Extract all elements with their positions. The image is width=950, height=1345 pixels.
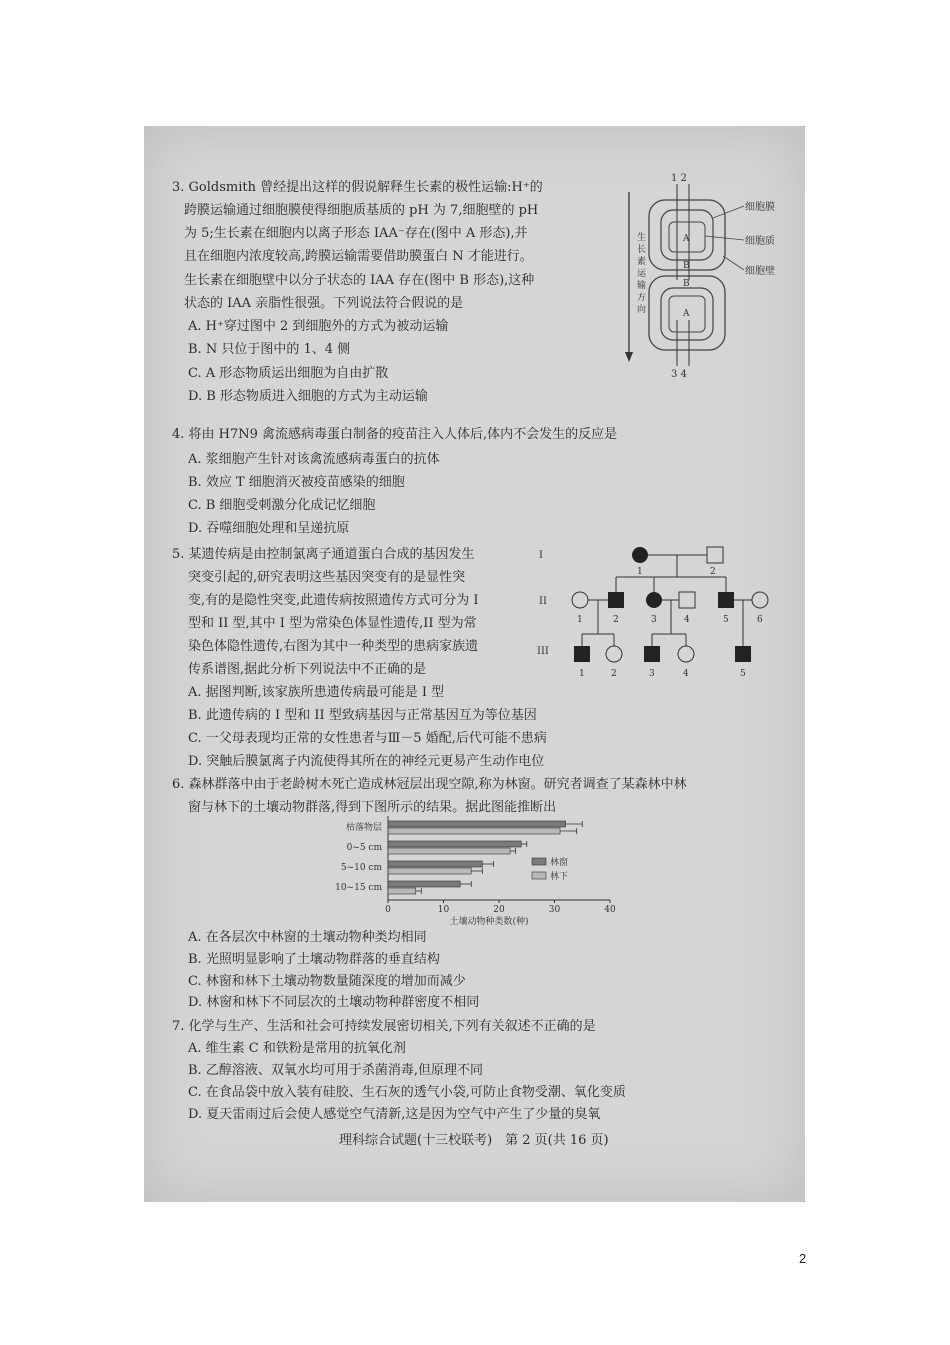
- svg-text:3: 3: [649, 669, 655, 679]
- bottom-numbers: 3 4: [671, 369, 687, 380]
- q5-line: 突变引起的,研究表明这些基因突变有的是显性突: [188, 570, 466, 585]
- q5-line: 染色体隐性遗传,右图为其中一种类型的患病家族遗: [188, 639, 479, 654]
- q4-option-a: A. 浆细胞产生针对该禽流感病毒蛋白的抗体: [188, 452, 440, 467]
- category-label: 0~5 cm: [346, 843, 382, 853]
- gen3-male-affected: [735, 646, 751, 662]
- x-axis-title: 土壤动物种类数(种): [449, 917, 529, 927]
- q6-line: 6. 森林群落中由于老龄树木死亡造成林冠层出现空隙,称为林窗。研究者调查了某森林中林: [172, 777, 687, 792]
- x-tick-label: 40: [604, 905, 616, 915]
- q5-option-a: A. 据图判断,该家族所患遗传病最可能是 I 型: [188, 685, 445, 700]
- arrow-char: 运: [637, 269, 647, 279]
- q6-option-a: A. 在各层次中林窗的土壤动物种类均相同: [188, 930, 427, 945]
- bar-林窗: [388, 881, 460, 887]
- category-label: 枯落物层: [345, 823, 382, 833]
- q6-option-c: C. 林窗和林下土壤动物数量随深度的增加而减少: [188, 974, 466, 989]
- q3-option-d: D. B 形态物质进入细胞的方式为主动运输: [188, 389, 428, 404]
- arrow-char: 方: [637, 293, 647, 303]
- q4-stem: 4. 将由 H7N9 禽流感病毒蛋白制备的疫苗注入人体后,体内不会发生的反应是: [172, 427, 618, 442]
- q5-option-b: B. 此遗传病的 I 型和 II 型致病基因与正常基因互为等位基因: [188, 708, 537, 723]
- legend-swatch-林下: [532, 872, 546, 879]
- bar-林下: [388, 868, 471, 874]
- q4-option-c: C. B 细胞受刺激分化成记忆细胞: [188, 498, 376, 513]
- category-label: 10~15 cm: [335, 883, 382, 893]
- q3-line: 状态的 IAA 亲脂性很强。下列说法符合假说的是: [184, 296, 464, 311]
- legend-label: 林窗: [550, 858, 569, 868]
- svg-text:3: 3: [651, 615, 657, 625]
- q3-option-a: A. H⁺穿过图中 2 到细胞外的方式为被动运输: [188, 319, 449, 334]
- gen2-male-affected: [608, 592, 624, 608]
- bar-林下: [388, 888, 416, 894]
- q5-line: 传系谱图,据此分析下列说法中不正确的是: [188, 662, 427, 677]
- q5-option-c: C. 一父母表现均正常的女性患者与Ⅲ－5 婚配,后代可能不患病: [188, 731, 547, 746]
- bar-林下: [388, 828, 560, 834]
- top-numbers: 1 2: [671, 173, 687, 184]
- x-tick-label: 0: [385, 905, 391, 915]
- q3-line: 且在细胞内浓度较高,跨膜运输需要借助膜蛋白 N 才能进行。: [184, 249, 533, 264]
- page-number: 2: [799, 1251, 807, 1266]
- label-B: B: [683, 261, 690, 271]
- svg-text:2: 2: [613, 615, 619, 625]
- svg-text:B: B: [683, 279, 690, 289]
- q7-option-b: B. 乙醇溶液、双氧水均可用于杀菌消毒,但原理不同: [188, 1063, 483, 1078]
- q5-line: 变,有的是隐性突变,此遗传病按照遗传方式可分为 I: [188, 593, 479, 608]
- legend-swatch-林窗: [532, 858, 546, 865]
- gen3-male-affected: [644, 646, 660, 662]
- svg-text:A: A: [683, 309, 690, 319]
- q6-option-d: D. 林窗和林下不同层次的土壤动物种群密度不相同: [188, 995, 480, 1010]
- page-footer: 理科综合试题(十三校联考) 第 2 页(共 16 页): [339, 1133, 609, 1148]
- svg-text:2: 2: [710, 567, 716, 577]
- svg-text:1: 1: [577, 615, 583, 625]
- legend-label: 林下: [550, 872, 569, 882]
- gen1-male-normal: [707, 547, 723, 563]
- gen1-female-affected: [632, 547, 648, 563]
- gen3-female-normal: [678, 646, 694, 662]
- label-cytoplasm: 细胞质: [745, 236, 775, 247]
- label-wall: 细胞壁: [745, 266, 775, 277]
- gen3-female-normal: [606, 646, 622, 662]
- svg-text:5: 5: [740, 669, 746, 679]
- q3-line: 3. Goldsmith 曾经提出这样的假说解释生长素的极性运输:H⁺的: [172, 180, 543, 195]
- arrow-char: 输: [637, 281, 647, 291]
- q3-cell-diagram: [609, 170, 799, 380]
- svg-text:1: 1: [579, 669, 585, 679]
- bar-林窗: [388, 821, 566, 827]
- q5-line: 型和 II 型,其中 I 型为常染色体显性遗传,II 型为常: [188, 616, 477, 631]
- q3-line: 跨膜运输通过细胞膜使得细胞质基质的 pH 为 7,细胞壁的 pH: [184, 203, 539, 218]
- gen-label: I: [539, 550, 543, 561]
- q7-option-c: C. 在食品袋中放入装有硅胶、生石灰的透气小袋,可防止食物受潮、氧化变质: [188, 1085, 626, 1100]
- q7-stem: 7. 化学与生产、生活和社会可持续发展密切相关,下列有关叙述不正确的是: [172, 1019, 596, 1034]
- gen2-female-normal: [572, 592, 588, 608]
- q6-line: 窗与林下的土壤动物群落,得到下图所示的结果。据此图能推断出: [188, 800, 557, 815]
- bar-林下: [388, 848, 510, 854]
- bar-林窗: [388, 861, 482, 867]
- x-tick-label: 10: [437, 905, 450, 915]
- label-membrane: 细胞膜: [745, 202, 775, 213]
- svg-text:5: 5: [723, 615, 729, 625]
- x-tick-label: 20: [493, 905, 505, 915]
- svg-text:4: 4: [683, 669, 689, 679]
- label-A: A: [683, 234, 690, 244]
- soil-animal-bar-chart: [314, 814, 624, 927]
- gen2-female-affected: [646, 592, 662, 608]
- gen2-male-affected: [718, 592, 734, 608]
- q6-option-b: B. 光照明显影响了土壤动物群落的垂直结构: [188, 952, 440, 967]
- pedigree-chart: [534, 542, 774, 682]
- gen-label: III: [537, 646, 549, 657]
- q3-option-b: B. N 只位于图中的 1、4 侧: [188, 342, 351, 357]
- svg-text:6: 6: [757, 615, 763, 625]
- gen2-female-normal: [752, 592, 768, 608]
- svg-text:1: 1: [637, 567, 643, 577]
- gen3-male-affected: [574, 646, 590, 662]
- q5-line: 5. 某遗传病是由控制氯离子通道蛋白合成的基因发生: [172, 547, 475, 562]
- gen-label: II: [539, 596, 547, 607]
- gen2-male-normal: [679, 592, 695, 608]
- arrow-char: 素: [637, 257, 647, 267]
- svg-text:4: 4: [684, 615, 690, 625]
- arrow-char: 长: [637, 245, 647, 255]
- exam-sheet: [144, 126, 805, 1202]
- q3-line: 生长素在细胞壁中以分子状态的 IAA 存在(图中 B 形态),这种: [184, 273, 535, 288]
- bar-林窗: [388, 841, 521, 847]
- arrow-char: 向: [637, 305, 647, 315]
- q3-line: 为 5;生长素在细胞内以离子形态 IAA⁻存在(图中 A 形态),并: [184, 226, 528, 241]
- x-tick-label: 30: [548, 905, 561, 915]
- q7-option-d: D. 夏天雷雨过后会使人感觉空气清新,这是因为空气中产生了少量的臭氧: [188, 1107, 601, 1122]
- q4-option-d: D. 吞噬细胞处理和呈递抗原: [188, 521, 350, 536]
- q4-option-b: B. 效应 T 细胞消灭被疫苗感染的细胞: [188, 475, 405, 490]
- svg-text:2: 2: [611, 669, 617, 679]
- q3-option-c: C. A 形态物质运出细胞为自由扩散: [188, 366, 389, 381]
- arrow-char: 生: [637, 233, 647, 243]
- category-label: 5~10 cm: [340, 863, 382, 873]
- q5-option-d: D. 突触后膜氯离子内流使得其所在的神经元更易产生动作电位: [188, 754, 545, 769]
- q7-option-a: A. 维生素 C 和铁粉是常用的抗氧化剂: [188, 1041, 406, 1056]
